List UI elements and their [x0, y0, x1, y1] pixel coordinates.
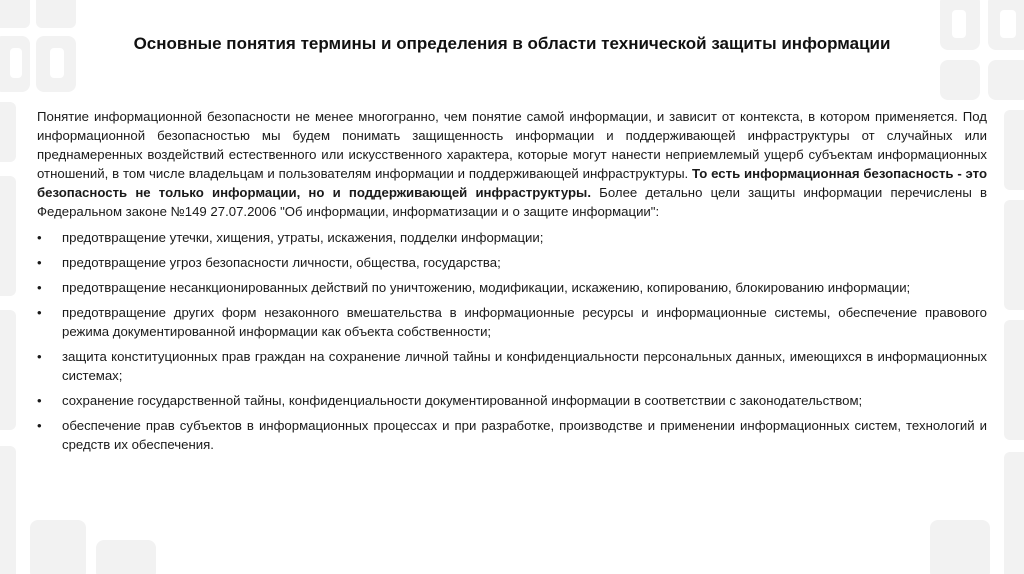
bullet-icon: • — [37, 418, 42, 433]
list-item-text: защита конституционных прав граждан на сохранение личной тайны и конфиденциальности персональных данных, имеющихся в информационных системах; — [62, 349, 987, 383]
bullet-icon: • — [37, 349, 42, 364]
intro-text: Понятие информационной безопасности не менее многогранно, чем понятие самой информации, и зависит от контекста, в котором применяется. Под информационной безопасностью мы будем понимать защищенность информации и поддерживающей инфраструктуры от случайных или преднамеренных воздействий естественного или искусственного характера, которые могут нанести неприемлемый ущерб субъектам информационных отношений, в том числе владельцам и пользователям информации и поддерживающей инфраструктуры. — [37, 109, 987, 181]
bullet-icon: • — [37, 280, 42, 295]
intro-bold-text: То есть информационная безопасность - это безопасность не только информации, но и поддерживающей инфраструктуры. — [37, 166, 987, 200]
list-item — [37, 278, 987, 297]
list-item-text: предотвращение утечки, хищения, утраты, искажения, подделки информации; — [62, 230, 544, 245]
list-item-text: обеспечение прав субъектов в информационных процессах и при разработке, производстве и применении информационных систем, технологий и средств их обеспечения. — [62, 418, 987, 452]
slide-title: Основные понятия термины и определения в области технической защиты информации — [133, 34, 891, 53]
intro-text-after: Более детально цели защиты информации перечислены в Федеральном законе №149 27.07.2006 "Об информации, информатизации и о защите информации": — [37, 185, 987, 219]
bullet-icon: • — [37, 393, 42, 408]
list-item — [37, 416, 987, 454]
list-item — [37, 228, 987, 247]
list-item-text: сохранение государственной тайны, конфиденциальности документированной информации в соответствии с законодательством; — [62, 393, 863, 408]
bullet-icon: • — [37, 230, 42, 245]
list-item — [37, 253, 987, 272]
intro-paragraph — [37, 107, 987, 221]
list-item — [37, 303, 987, 341]
list-item — [37, 347, 987, 385]
list-item-text: предотвращение других форм незаконного вмешательства в информационные ресурсы и информационные системы, обеспечение правового режима документированной информации как объекта собственности; — [62, 305, 987, 339]
bullet-icon: • — [37, 305, 42, 320]
list-item-text: предотвращение несанкционированных действий по уничтожению, модификации, искажению, копированию, блокированию информации; — [62, 280, 911, 295]
list-item-text: предотвращение угроз безопасности личности, общества, государства; — [62, 255, 501, 270]
slide-body — [37, 107, 987, 460]
bullet-icon: • — [37, 255, 42, 270]
list-item — [37, 391, 987, 410]
goals-list — [37, 228, 987, 454]
